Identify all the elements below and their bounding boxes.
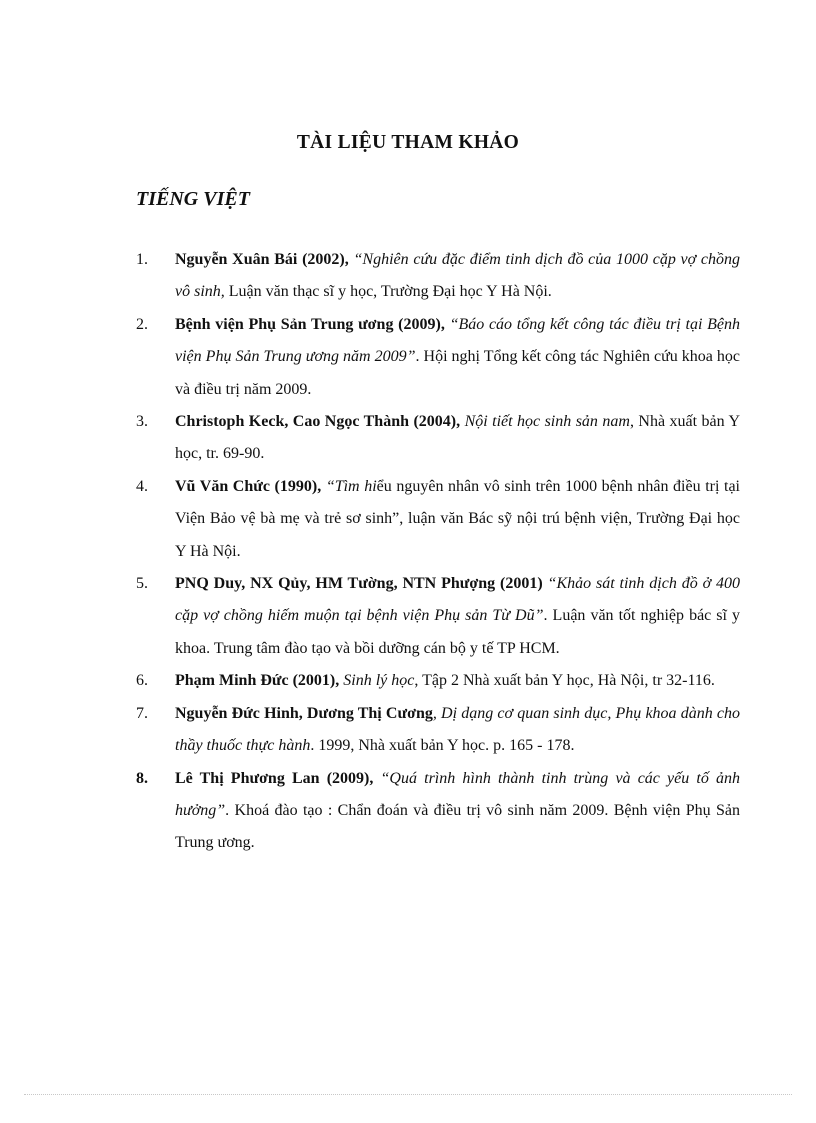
- reference-authors: Lê Thị Phương Lan (2009),: [175, 769, 374, 787]
- reference-text: [175, 406, 740, 471]
- reference-authors: Nguyễn Xuân Bái (2002),: [175, 251, 349, 268]
- reference-title: Sinh lý học: [339, 672, 415, 690]
- reference-number: 2.: [136, 315, 148, 333]
- reference-number: 4.: [136, 477, 148, 495]
- reference-number: 6.: [136, 672, 148, 690]
- reference-item: [0, 665, 816, 697]
- reference-authors: Vũ Văn Chức (1990),: [175, 477, 322, 495]
- reference-details: . Hội nghị Tổng kết công tác Nghiên cứu khoa học và điều trị năm 2009.: [175, 348, 740, 398]
- reference-authors: PNQ Duy, NX Qủy, HM Tường, NTN Phượng (2001): [175, 575, 543, 593]
- reference-authors: Christoph Keck, Cao Ngọc Thành (2004),: [175, 413, 461, 431]
- reference-title: Nội tiết học sinh sản nam: [464, 413, 630, 431]
- page-title: TÀI LIỆU THAM KHẢO: [296, 132, 520, 153]
- reference-text: [175, 471, 740, 568]
- reference-details: , Tập 2 Nhà xuất bản Y học, Hà Nội, tr 32-116.: [414, 672, 715, 690]
- reference-item: [0, 244, 816, 309]
- reference-title: “Nghiên cứu đặc điểm tinh dịch đồ của 1000 cặp vợ chồng vô sinh,: [175, 251, 741, 301]
- section-heading: TIẾNG VIỆT: [136, 188, 250, 210]
- reference-details: ểu nguyên nhân vô sinh trên 1000 bệnh nhân điều trị tại Viện Bảo vệ bà mẹ và trẻ sơ sinh”, luận văn Bác sỹ nội trú bệnh viện, Trường Đại học Y Hà Nội.: [175, 477, 740, 560]
- reference-number: 1.: [136, 251, 148, 268]
- reference-item: [0, 763, 816, 860]
- reference-details: , Nhà xuất bản Y học, tr. 69-90.: [175, 413, 741, 463]
- reference-details: . 1999, Nhà xuất bản Y học. p. 165 - 178.: [310, 737, 575, 755]
- reference-details: . Khoá đào tạo : Chẩn đoán và điều trị vô sinh năm 2009. Bệnh viện Phụ Sản Trung ương.: [175, 801, 740, 852]
- reference-text: [175, 568, 740, 665]
- reference-text: [175, 698, 740, 763]
- reference-text: [175, 309, 740, 406]
- reference-title: , Dị dạng cơ quan sinh dục, Phụ khoa dành cho thầy thuốc thực hành: [175, 704, 741, 755]
- reference-text: [175, 763, 740, 860]
- reference-text: [175, 665, 740, 697]
- reference-text: [175, 244, 740, 309]
- reference-item: [0, 568, 816, 665]
- reference-authors: Bệnh viện Phụ Sản Trung ương (2009),: [175, 315, 445, 333]
- reference-title: “Báo cáo tổng kết công tác điều trị tại Bệnh viện Phụ Sản Trung ương năm 2009”: [175, 315, 741, 366]
- reference-item: [0, 698, 816, 763]
- reference-title: “Khảo sát tinh dịch đồ ở 400 cặp vợ chồng hiếm muộn tại bệnh viện Phụ sản Từ Dũ”: [175, 575, 741, 625]
- reference-title: “Quá trình hình thành tinh trùng và các yếu tố ảnh hưởng”: [175, 769, 740, 819]
- reference-authors: Phạm Minh Đức (2001),: [175, 672, 340, 690]
- page-bottom-divider: [24, 1094, 792, 1095]
- reference-item: [0, 406, 816, 471]
- reference-number: 3.: [136, 413, 148, 431]
- reference-item: [0, 471, 816, 568]
- reference-details: . Luận văn tốt nghiệp bác sĩ y khoa. Trung tâm đào tạo và bồi dưỡng cán bộ y tế TP HCM.: [175, 607, 740, 657]
- reference-number: 5.: [136, 575, 148, 593]
- reference-number: 7.: [136, 704, 148, 722]
- reference-title: “Tìm hi: [325, 477, 377, 495]
- reference-item: [0, 309, 816, 406]
- reference-number: 8.: [136, 769, 148, 787]
- reference-authors: Nguyễn Đức Hinh, Dương Thị Cương: [175, 704, 433, 722]
- reference-details: Luận văn thạc sĩ y học, Trường Đại học Y Hà Nội.: [228, 283, 552, 301]
- reference-list: [0, 244, 816, 860]
